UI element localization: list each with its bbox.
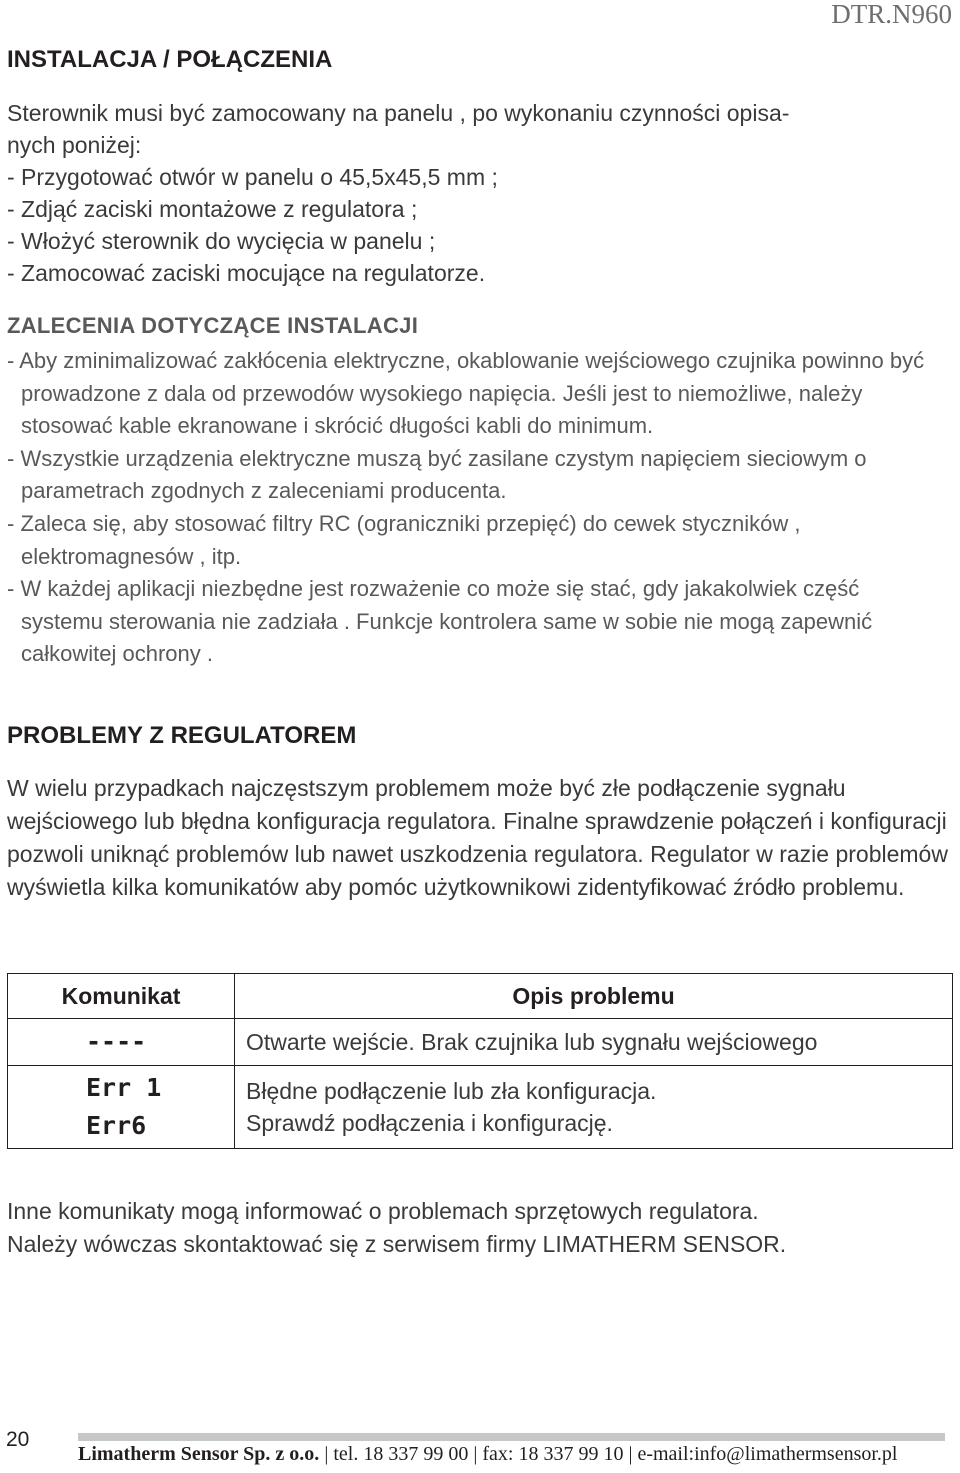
recommendation-item: - Aby zminimalizować zakłócenia elektryczne, okablowanie wejściowego czujnika powinno być prowadzone z dala od przewodów wysokiego napięcia. Jeśli jest to niemożliwe, należy stosować kable ekranowane i skrócić długości kabli do minimum. (7, 348, 925, 439)
footer-separator: | (628, 1443, 633, 1465)
footer-contact (78, 1443, 897, 1466)
installation-step: - Przygotować otwór w panelu o 45,5x45,5 mm ; (7, 164, 498, 190)
description-line: Błędne podłączenie lub zła konfiguracja. (246, 1078, 657, 1104)
problems-text: W wielu przypadkach najczęstszym problemem może być złe podłączenie sygnału wejściowego lub błędna konfiguracja regulatora. Finalne sprawdzenie połączeń i konfiguracji pozwoli uniknąć problemów lub nawet uszkodzenia regulatora. Regulator w razie problemów wyświetla kilka komunikatów aby pomóc użytkownikowi zidentyfikować źródło problemu. (7, 775, 948, 900)
table-header-message: Komunikat (8, 974, 235, 1019)
display-code: Err6 (86, 1111, 147, 1140)
installation-text (7, 97, 942, 289)
recommendation-item: - Wszystkie urządzenia elektryczne muszą być zasilane czystym napięciem sieciowym o parametrach zgodnych z zaleceniami producenta. (7, 445, 867, 504)
recommendation-item: - W każdej aplikacji niezbędne jest rozważenie co może się stać, gdy jakakolwiek część systemu sterowania nie zadziała . Funkcje kontrolera same w sobie nie mogą zapewnić całkowitej ochrony . (7, 576, 873, 667)
section-title-problems: PROBLEMY Z REGULATOREM (7, 722, 357, 749)
messages-table (7, 973, 953, 1149)
display-code-cell (8, 1019, 235, 1066)
document-code: DTR.N960 (831, 0, 952, 29)
other-messages-line: Inne komunikaty mogą informować o problemach sprzętowych regulatora. (7, 1198, 759, 1224)
installation-step: - Zdjąć zaciski montażowe z regulatora ; (7, 196, 418, 222)
footer-email: e-mail:info@limathermsensor.pl (637, 1443, 898, 1465)
other-messages-text (7, 1195, 953, 1261)
table-header-row (8, 974, 953, 1019)
installation-step: - Włożyć sterownik do wycięcia w panelu ; (7, 228, 436, 254)
footer-phone: tel. 18 337 99 00 (333, 1443, 469, 1465)
display-code: ---- (86, 1027, 147, 1056)
installation-step: - Zamocować zaciski mocujące na regulatorze. (7, 260, 486, 286)
footer-company: Limatherm Sensor Sp. z o.o. (78, 1443, 320, 1465)
installation-line: nych poniżej: (7, 132, 142, 158)
description-line: Otwarte wejście. Brak czujnika lub sygnału wejściowego (246, 1029, 818, 1055)
page-number: 20 (6, 1428, 30, 1451)
display-code: Err 1 (86, 1073, 162, 1102)
footer-separator: | (473, 1443, 478, 1465)
installation-line: Sterownik musi być zamocowany na panelu , po wykonaniu czynności opisa- (7, 100, 790, 126)
other-messages-line: Należy wówczas skontaktować się z serwisem firmy LIMATHERM SENSOR. (7, 1231, 787, 1257)
table-row (8, 1066, 953, 1149)
recommendation-item: - Zaleca się, aby stosować filtry RC (ograniczniki przepięć) do cewek styczników , elektromagnesów , itp. (7, 510, 801, 569)
table-row (8, 1019, 953, 1066)
footer-rule (78, 1433, 945, 1441)
table-header-description: Opis problemu (235, 974, 953, 1019)
description-line: Sprawdź podłączenia i konfigurację. (246, 1110, 613, 1136)
description-cell (235, 1019, 953, 1066)
footer-fax: fax: 18 337 99 10 (482, 1443, 624, 1465)
section-title-installation: INSTALACJA / POŁĄCZENIA (7, 46, 333, 73)
section-title-recommendations: ZALECENIA DOTYCZĄCE INSTALACJI (7, 313, 419, 338)
description-cell (235, 1066, 953, 1149)
recommendations-list (7, 345, 942, 671)
display-code-cell (8, 1066, 235, 1149)
footer-separator: | (324, 1443, 329, 1465)
